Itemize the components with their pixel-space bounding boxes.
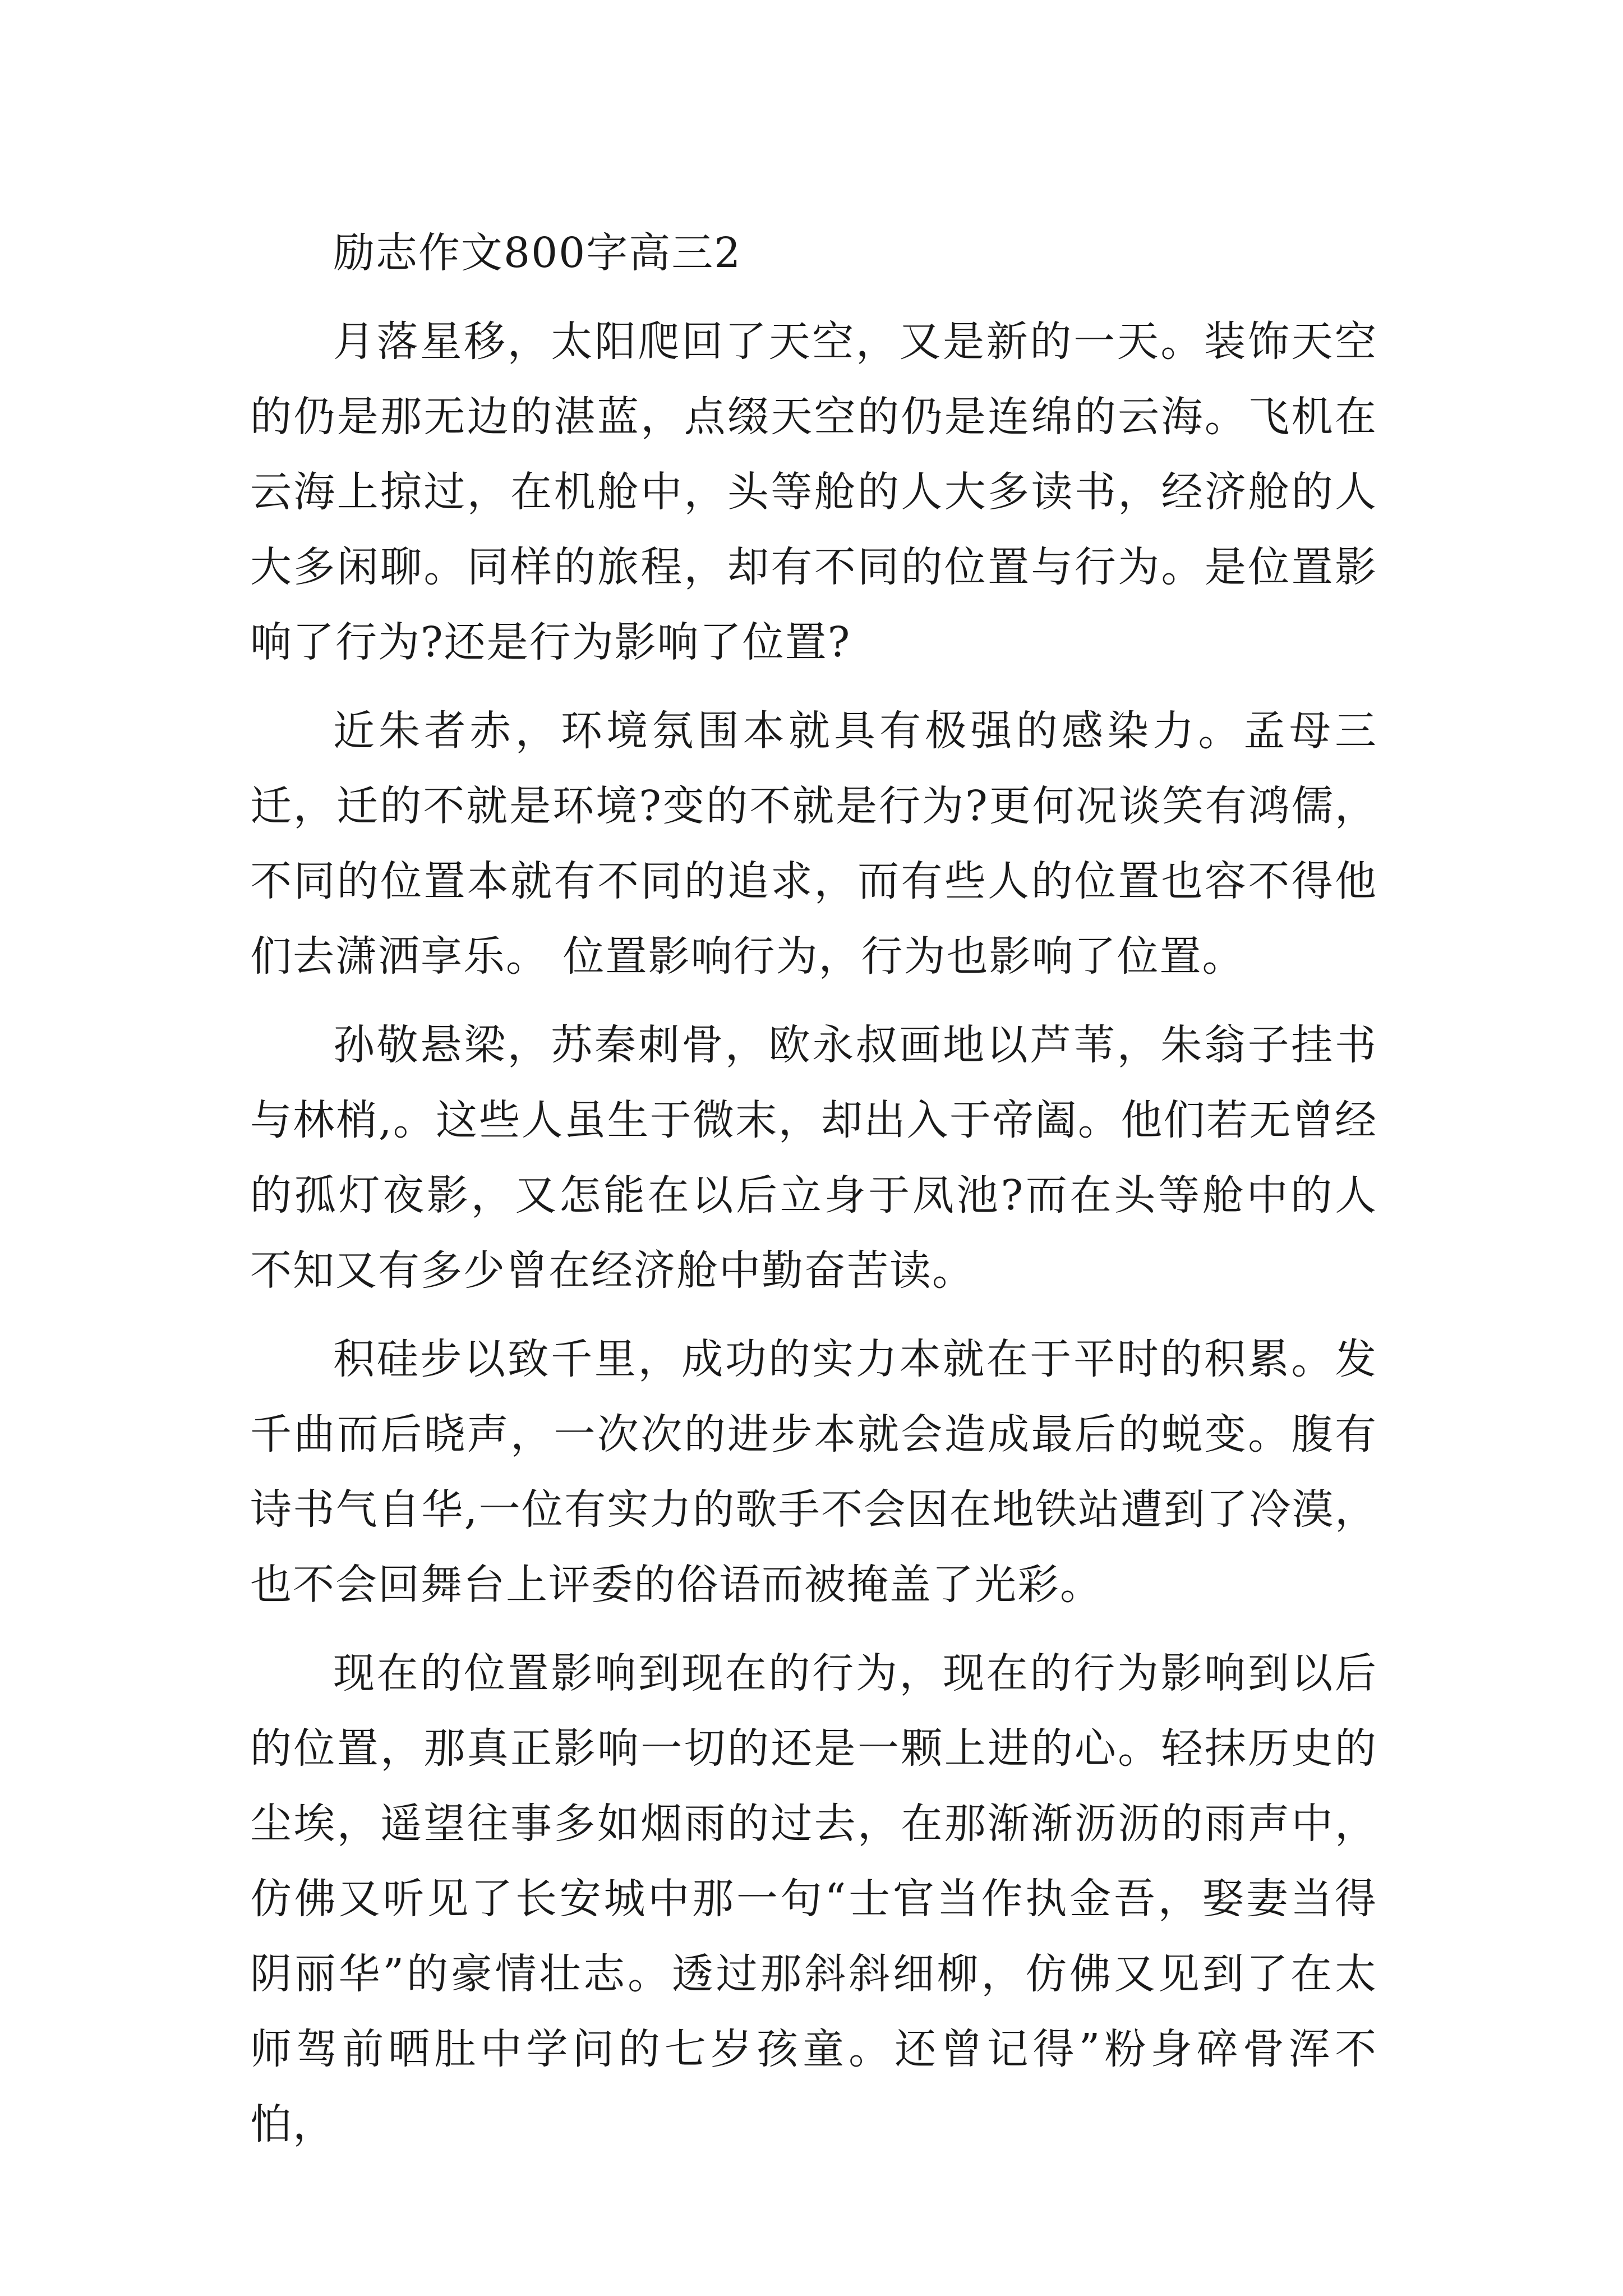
paragraph-4: 积硅步以致千里，成功的实力本就在于平时的积累。发千曲而后晓声，一次次的进步本就会造成最后的蜕变。腹有诗书气自华,一位有实力的歌手不会因在地铁站遭到了冷漠，也不会回舞台上评委的俗语而被掩盖了光彩。 (250, 1335, 1377, 1609)
paragraph-1: 月落星移，太阳爬回了天空，又是新的一天。装饰天空的仍是那无边的湛蓝，点缀天空的仍是连绵的云海。飞机在云海上掠过，在机舱中，头等舱的人大多读书，经济舱的人大多闲聊。同样的旅程，却有不同的位置与行为。是位置影响了行为?还是行为影响了位置? (250, 318, 1377, 666)
paragraph-3: 孙敬悬梁，苏秦刺骨，欧永叔画地以芦苇，朱翁子挂书与林梢,。这些人虽生于微末，却出入于帝阖。他们若无曾经的孤灯夜影，又怎能在以后立身于凤池?而在头等舱中的人不知又有多少曾在经济舱中勤奋苦读。 (250, 1021, 1377, 1295)
paragraph-5: 现在的位置影响到现在的行为，现在的行为影响到以后的位置，那真正影响一切的还是一颗上进的心。轻抹历史的尘埃，遥望往事多如烟雨的过去，在那渐渐沥沥的雨声中，仿佛又听见了长安城中那一句“士官当作执金吾，娶妻当得阴丽华”的豪情壮志。透过那斜斜细柳，仿佛又见到了在太师驾前晒肚中学问的七岁孩童。还曾记得”粉身碎骨浑不怕， (250, 1649, 1377, 2148)
paragraph-2: 近朱者赤，环境氛围本就具有极强的感染力。孟母三迁，迁的不就是环境?变的不就是行为?更何况谈笑有鸿儒，不同的位置本就有不同的追求，而有些人的位置也容不得他们去潇洒享乐。 位置影响行为，行为也影响了位置。 (250, 707, 1377, 981)
document-body (250, 215, 1377, 2175)
essay-title: 励志作文800字高三2 (333, 229, 742, 277)
